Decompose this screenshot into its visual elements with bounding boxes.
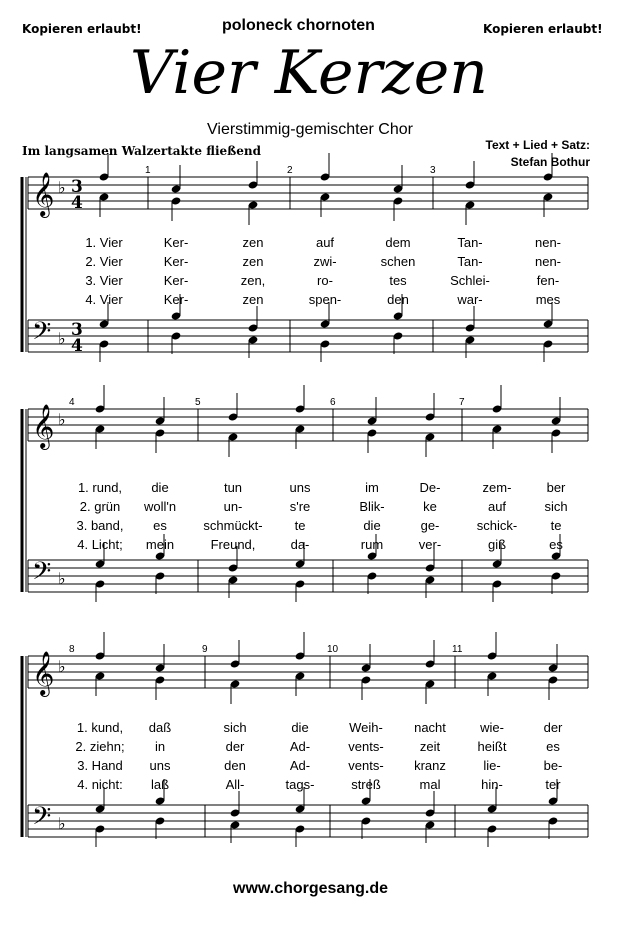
lyric-syllable: All- <box>225 777 245 792</box>
lyric-syllable: ter <box>545 777 561 792</box>
measure-number: 10 <box>327 644 339 655</box>
lyric-syllable: s're <box>289 499 311 514</box>
lyric-syllable: Tan- <box>457 235 483 250</box>
measure-number: 6 <box>330 397 336 408</box>
lyric-syllable: 3. Vier <box>85 273 123 288</box>
lyric-syllable: die <box>363 518 381 533</box>
lyric-syllable: Schlei- <box>450 273 490 288</box>
measure-number: 2 <box>287 165 293 176</box>
lyric-syllable: da- <box>290 537 310 552</box>
lyric-syllable: 4. Vier <box>85 292 123 307</box>
bass-clef-icon: 𝄢 <box>32 802 52 837</box>
lyric-syllable: ge- <box>420 518 440 533</box>
measure-number: 4 <box>69 397 75 408</box>
system-2 <box>22 404 588 592</box>
lyric-syllable: mes <box>535 292 561 307</box>
measure-number: 9 <box>202 644 208 655</box>
copy-permission-left: Kopieren erlaubt! <box>22 22 142 36</box>
lyric-syllable: vents- <box>348 758 384 773</box>
credit-line-2: Stefan Bothur <box>510 155 590 169</box>
flat-icon: ♭ <box>58 178 66 197</box>
lyric-syllable: die <box>151 480 169 495</box>
lyric-syllable: zem- <box>482 480 512 495</box>
lyric-syllable: tes <box>389 273 407 288</box>
lyric-syllable: streß <box>351 777 381 792</box>
lyric-syllable: zen, <box>240 273 266 288</box>
lyric-syllable: zeit <box>419 739 441 754</box>
lyric-syllable: nen- <box>534 235 562 250</box>
lyric-syllable: es <box>153 518 167 533</box>
lyric-syllable: vents- <box>348 739 384 754</box>
flat-icon: ♭ <box>58 657 66 676</box>
lyric-syllable: woll'n <box>143 499 177 514</box>
lyric-syllable: tun <box>223 480 243 495</box>
lyric-syllable: kranz <box>414 758 446 773</box>
copy-permission-right: Kopieren erlaubt! <box>483 22 603 36</box>
publisher-name: poloneck chornoten <box>222 17 375 34</box>
lyric-syllable: laß <box>150 777 170 792</box>
lyric-syllable: zen <box>242 235 264 250</box>
lyric-syllable: sich <box>223 720 247 735</box>
lyric-syllable: 1. kund, <box>76 720 124 735</box>
lyric-syllable: 2. ziehn; <box>75 739 125 754</box>
lyric-syllable: Ad- <box>289 739 311 754</box>
lyric-syllable: zwi- <box>313 254 337 269</box>
treble-clef-icon: 𝄞 <box>32 404 55 448</box>
lyric-syllable: 2. Vier <box>85 254 123 269</box>
lyric-syllable: heißt <box>477 739 507 754</box>
lyric-syllable: die <box>291 720 309 735</box>
credit-line-1: Text + Lied + Satz: <box>485 138 590 152</box>
lyric-syllable: 4. nicht: <box>77 777 123 792</box>
lyric-syllable: nen- <box>534 254 562 269</box>
lyric-syllable: 3. Hand <box>77 758 123 773</box>
lyric-syllable: zen <box>242 254 264 269</box>
tempo-marking: Im langsamen Walzertakte fließend <box>22 144 262 158</box>
lyric-syllable: wie- <box>480 720 504 735</box>
lyric-syllable: 2. grün <box>79 499 121 514</box>
lyric-syllable: mal <box>419 777 441 792</box>
lyric-syllable: Ker- <box>163 254 189 269</box>
bass-clef-icon: 𝄢 <box>32 317 52 352</box>
lyric-syllable: ber <box>546 480 566 495</box>
lyric-syllable: Ker- <box>163 235 189 250</box>
measure-number: 3 <box>430 165 436 176</box>
lyric-syllable: te <box>550 518 562 533</box>
website-url: www.chorgesang.de <box>233 880 388 897</box>
lyric-syllable: mein <box>145 537 175 552</box>
lyric-syllable: den <box>224 758 246 773</box>
measure-number: 11 <box>452 644 463 655</box>
lyric-syllable: 1. rund, <box>77 480 123 495</box>
lyric-syllable: fen- <box>536 273 560 288</box>
lyric-syllable: tags- <box>285 777 315 792</box>
lyric-syllable: es <box>549 537 563 552</box>
lyric-syllable: 1. Vier <box>85 235 123 250</box>
lyric-syllable: be- <box>543 758 563 773</box>
lyric-syllable: schick- <box>476 518 518 533</box>
lyric-syllable: Freund, <box>210 537 256 552</box>
lyric-syllable: der <box>225 739 245 754</box>
song-subtitle: Vierstimmig-gemischter Chor <box>207 121 413 138</box>
lyric-syllable: lie- <box>483 758 501 773</box>
lyric-syllable: Ad- <box>289 758 311 773</box>
time-signature-bottom: 4 <box>71 193 83 213</box>
lyric-syllable: 4. Licht; <box>77 537 123 552</box>
lyric-syllable: un- <box>223 499 243 514</box>
lyric-syllable: dem <box>385 235 411 250</box>
lyric-syllable: es <box>546 739 560 754</box>
measure-number: 8 <box>69 644 75 655</box>
lyric-syllable: war- <box>457 292 483 307</box>
lyric-syllable: auf <box>315 235 335 250</box>
time-signature-top: 3 <box>71 177 83 197</box>
flat-icon: ♭ <box>58 410 66 429</box>
lyric-syllable: Weih- <box>349 720 383 735</box>
measure-number: 1 <box>145 165 151 176</box>
lyric-syllable: zen <box>242 292 264 307</box>
lyric-syllable: Ker- <box>163 292 189 307</box>
lyric-syllable: ro- <box>317 273 333 288</box>
measure-number: 5 <box>195 397 201 408</box>
lyric-syllable: nacht <box>414 720 446 735</box>
time-signature-bottom: 4 <box>71 336 83 356</box>
lyric-syllable: schen <box>380 254 416 269</box>
lyric-syllable: Ker- <box>163 273 189 288</box>
lyric-syllable: te <box>294 518 306 533</box>
time-signature-top: 3 <box>71 320 83 340</box>
lyric-syllable: 3. band, <box>76 518 124 533</box>
lyric-syllable: hin- <box>481 777 503 792</box>
lyric-syllable: schmückt- <box>203 518 263 533</box>
lyric-syllable: ver- <box>418 537 442 552</box>
flat-icon: ♭ <box>58 329 66 348</box>
lyric-syllable: der <box>543 720 563 735</box>
lyric-syllable: im <box>365 480 379 495</box>
lyric-syllable: in <box>154 739 166 754</box>
lyric-syllable: Tan- <box>457 254 483 269</box>
lyric-syllable: uns <box>289 480 311 495</box>
flat-icon: ♭ <box>58 569 66 588</box>
lyric-syllable: rum <box>360 537 384 552</box>
lyric-syllable: den <box>387 292 409 307</box>
lyric-syllable: sich <box>544 499 568 514</box>
flat-icon: ♭ <box>58 814 66 833</box>
lyric-syllable: daß <box>148 720 172 735</box>
lyric-syllable: uns <box>149 758 171 773</box>
treble-clef-icon: 𝄞 <box>32 651 55 695</box>
lyric-syllable: Blik- <box>359 499 385 514</box>
bass-clef-icon: 𝄢 <box>32 557 52 592</box>
lyric-syllable: auf <box>487 499 507 514</box>
measure-number: 7 <box>459 397 465 408</box>
song-title: Vier Kerzen <box>130 38 488 108</box>
lyric-syllable: giß <box>487 537 507 552</box>
lyric-syllable: ke <box>423 499 437 514</box>
treble-clef-icon: 𝄞 <box>32 172 55 216</box>
lyric-syllable: De- <box>419 480 441 495</box>
lyric-syllable: spen- <box>308 292 342 307</box>
